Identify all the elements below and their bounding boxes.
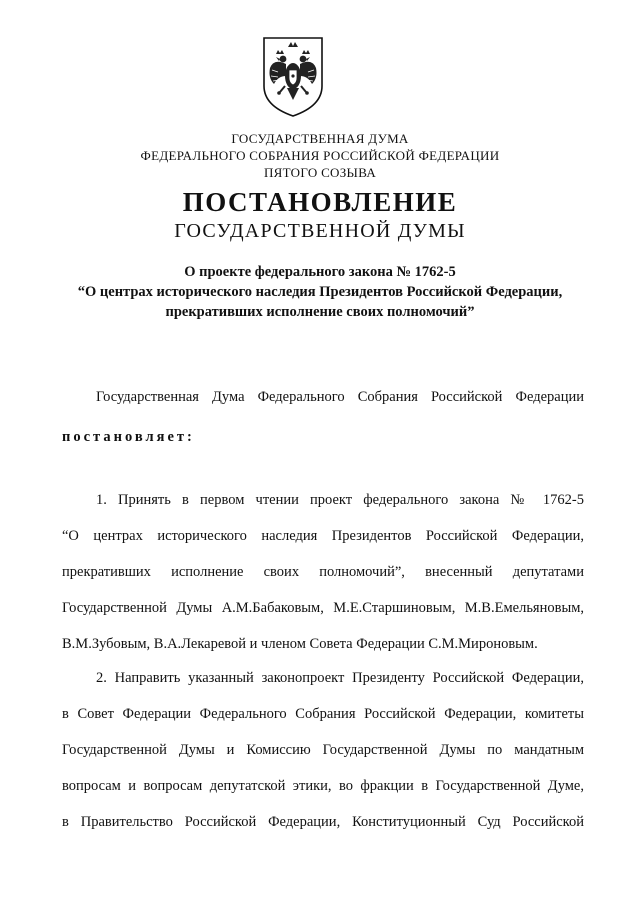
resolves-word: постановляет: <box>62 429 195 445</box>
coat-of-arms-icon <box>258 34 328 120</box>
document-issuer: ГОСУДАРСТВЕННОЙ ДУМЫ <box>174 220 466 242</box>
paragraph-line: прекративших исполнение своих полномочий”, внесенный депутатами <box>62 564 584 580</box>
paragraph-line: “О центрах исторического наследия Президентов Российской Федерации, <box>62 528 584 544</box>
paragraph-2 <box>62 669 584 849</box>
paragraph-line: в Совет Федерации Федерального Собрания Российской Федерации, комитеты <box>62 706 584 722</box>
title-line-2: “О центрах исторического наследия Президентов Российской Федерации, <box>77 284 563 300</box>
preamble <box>62 388 584 406</box>
paragraph-line: Государственной Думы и Комиссию Государственной Думы по мандатным <box>62 742 584 758</box>
document-type: ПОСТАНОВЛЕНИЕ <box>182 187 458 217</box>
paragraph-line: вопросам и вопросам депутатской этики, во фракции в Государственной Думе, <box>62 778 584 794</box>
paragraph-line: Государственной Думы А.М.Бабаковым, М.Е.Старшиновым, М.В.Емельяновым, <box>62 600 584 616</box>
title-line-1: О проекте федерального закона № 1762-5 <box>184 264 456 280</box>
organization-header <box>0 130 640 181</box>
paragraph-line: 1. Принять в первом чтении проект федерального закона № 1762-5 <box>96 492 584 508</box>
document-title <box>40 262 600 322</box>
paragraph-line: В.М.Зубовым, В.А.Лекаревой и членом Совета Федерации С.М.Мироновым. <box>62 636 538 652</box>
paragraph-line: 2. Направить указанный законопроект Президенту Российской Федерации, <box>96 670 584 686</box>
title-line-3: прекративших исполнение своих полномочий” <box>165 304 475 320</box>
preamble-text: Государственная Дума Федерального Собрания Российской Федерации <box>96 389 584 405</box>
org-line-2: ФЕДЕРАЛЬНОГО СОБРАНИЯ РОССИЙСКОЙ ФЕДЕРАЦИИ <box>140 148 500 163</box>
org-line-3: ПЯТОГО СОЗЫВА <box>263 165 377 180</box>
paragraph-1 <box>62 491 584 671</box>
paragraph-line: в Правительство Российской Федерации, Конституционный Суд Российской <box>62 814 584 830</box>
org-line-1: ГОСУДАРСТВЕННАЯ ДУМА <box>231 131 409 146</box>
